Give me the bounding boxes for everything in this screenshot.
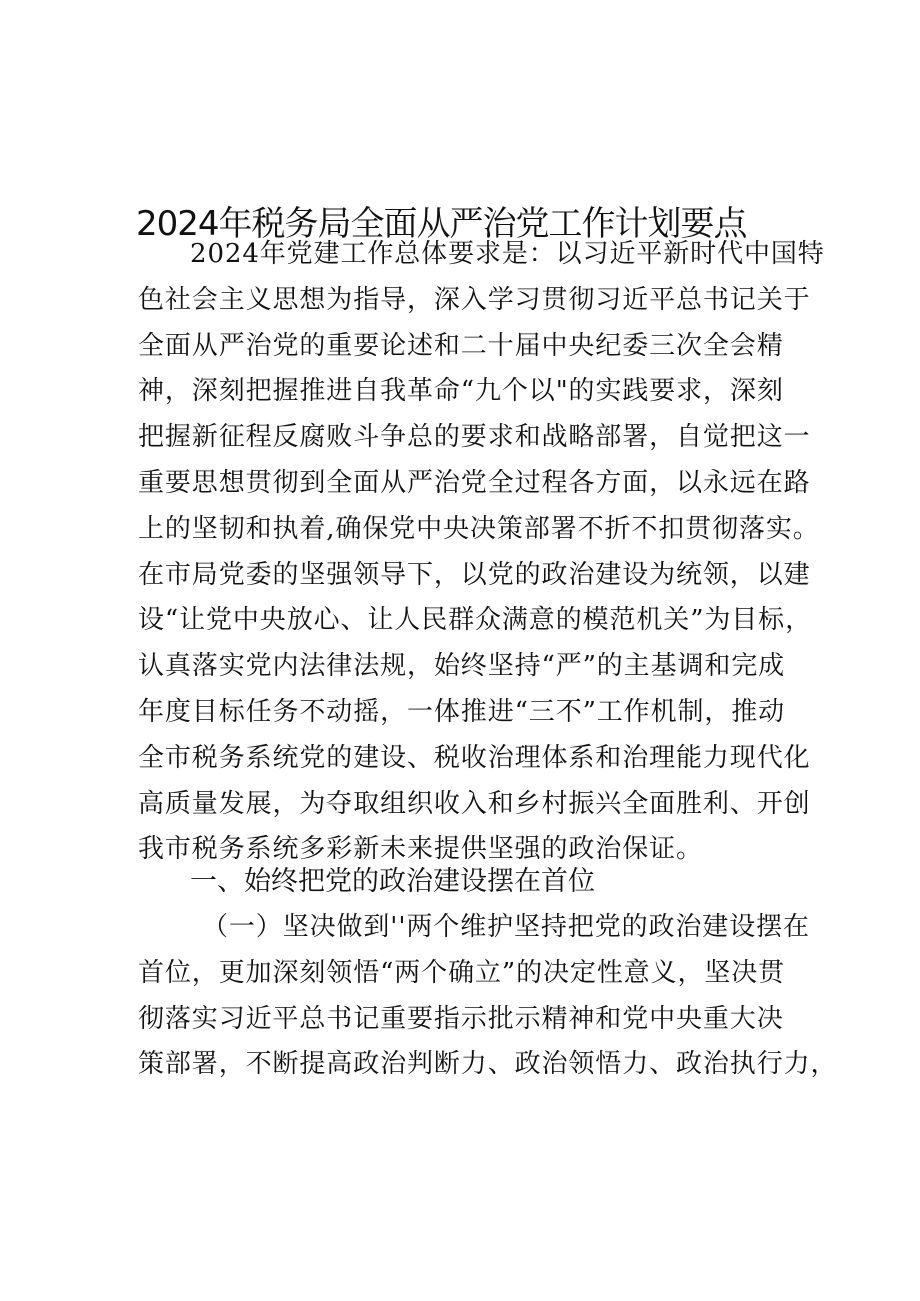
paragraph-line: 神，深刻把握推进自我革命“九个以"的实践要求，深刻: [138, 376, 784, 407]
intro-paragraph: [138, 232, 825, 873]
paragraph-line: 全面从严治党的重要论述和二十届中央纪委三次全会精: [138, 330, 784, 361]
paragraph-line: 把握新征程反腐败斗争总的要求和战略部署，自觉把这一: [138, 422, 811, 453]
paragraph-line: 策部署，不断提高政治判断力、政治领悟力、政治执行力，: [138, 1049, 838, 1080]
paragraph-line: 彻落实习近平总书记重要指示批示精神和党中央重大决: [138, 1003, 784, 1034]
paragraph-line: 年度目标任务不动摇，一体推进“三不”工作机制，推动: [138, 696, 786, 727]
section1-paragraph: [138, 905, 838, 1088]
document-title: 2024年税务局全面从严治党工作计划要点: [136, 204, 747, 244]
paragraph-line: 认真落实党内法律法规，始终坚持“严”的主基调和完成: [138, 651, 786, 682]
paragraph-line: 上的坚韧和执着,确保党中央决策部署不折不扣贯彻落实。: [138, 513, 820, 544]
paragraph-line: 首位，更加深刻领悟“两个确立”的决定性意义，坚决贯: [138, 957, 786, 988]
paragraph-line: 全市税务系统党的建设、税收治理体系和治理能力现代化: [138, 742, 811, 773]
paragraph-line: 色社会主义思想为指导，深入学习贯彻习近平总书记关于: [138, 284, 811, 315]
paragraph-line: 在市局党委的坚强领导下，以党的政治建设为统领，以建: [138, 559, 811, 590]
paragraph-line: 重要思想贯彻到全面从严治党全过程各方面，以永远在路: [138, 467, 811, 498]
paragraph-line: 设“让党中央放心、让人民群众满意的模范机关”为目标，: [138, 605, 812, 636]
paragraph-line: 高质量发展，为夺取组织收入和乡村振兴全面胜利、开创: [138, 788, 811, 819]
section-heading: 一、始终把党的政治建设摆在首位: [190, 866, 595, 897]
paragraph-line: （一）坚决做到''两个维护坚持把党的政治建设摆在: [202, 912, 810, 942]
paragraph-line: 2024年党建工作总体要求是：以习近平新时代中国特: [190, 239, 825, 269]
paragraph-line: 我市税务系统多彩新未来提供坚强的政治保证。: [138, 834, 703, 865]
